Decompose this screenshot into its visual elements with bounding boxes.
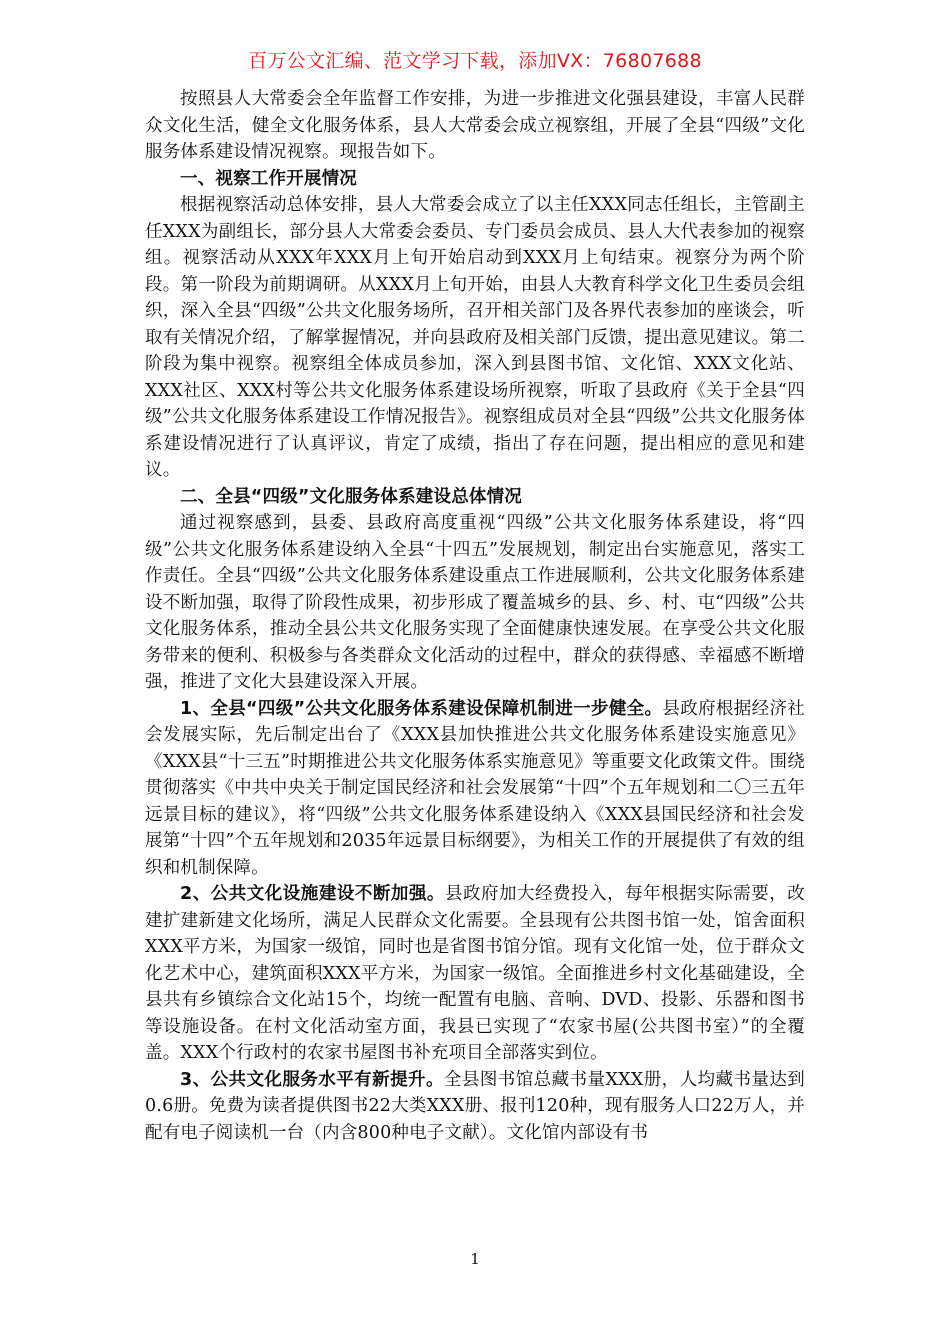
item-1-lead: 1、全县“四级”公共文化服务体系建设保障机制进一步健全。 bbox=[180, 698, 663, 719]
intro-paragraph: 按照县人大常委会全年监督工作安排，为进一步推进文化强县建设，丰富人民群众文化生活，健全文化服务体系，县人大常委会成立视察组，开展了全县“四级”文化服务体系建设情况视察。现报告如下。 bbox=[145, 89, 805, 162]
watermark-header: 百万公文汇编、范文学习下载，添加VX：76807688 bbox=[248, 50, 702, 72]
document-body bbox=[145, 86, 805, 1146]
item-1-paragraph bbox=[145, 696, 805, 882]
section-1-paragraph: 根据视察活动总体安排，县人大常委会成立了以主任XXX同志任组长，主管副主任XXX为副组长，部分县人大常委会委员、专门委员会成员、县人大代表参加的视察组。视察活动从XXX年XXX月上旬开始启动到XXX月上旬结束。视察分为两个阶段。第一阶段为前期调研。从XXX月上旬开始，由县人大教育科学文化卫生委员会组织，深入全县“四级”公共文化服务场所，召开相关部门及各界代表参加的座谈会，听取有关情况介绍，了解掌握情况，并向县政府及相关部门反馈，提出意见建议。第二阶段为集中视察。视察组全体成员参加，深入到县图书馆、文化馆、XXX文化站、XXX社区、XXX村等公共文化服务体系建设场所视察，听取了县政府《关于全县“四级”公共文化服务体系建设工作情况报告》。视察组成员对全县“四级”公共文化服务体系建设情况进行了认真评议，肯定了成绩，指出了存在问题，提出相应的意见和建议。 bbox=[145, 195, 805, 480]
section-heading-1: 一、视察工作开展情况 bbox=[180, 168, 357, 189]
item-2-text: 县政府加大经费投入，每年根据实际需要，改建扩建新建文化场所，满足人民群众文化需要。全县现有公共图书馆一处，馆舍面积XXX平方米，为国家一级馆，同时也是省图书馆分馆。现有文化馆一处，位于群众文化艺术中心，建筑面积XXX平方米，为国家一级馆。全面推进乡村文化基础建设，全县共有乡镇综合文化站15个，均统一配置有电脑、音响、DVD、投影、乐器和图书等设施设备。在村文化活动室方面，我县已实现了“农家书屋(公共图书室）”的全覆盖。XXX个行政村的农家书屋图书补充项目全部落实到位。 bbox=[145, 884, 805, 1063]
item-1-text: 县政府根据经济社会发展实际，先后制定出台了《XXX县加快推进公共文化服务体系建设实施意见》《XXX县“十三五”时期推进公共文化服务体系实施意见》等重要文化政策文件。围绕贯彻落实《中共中央关于制定国民经济和社会发展第“十四”个五年规划和二〇三五年远景目标的建议》，将“四级”公共文化服务体系建设纳入《XXX县国民经济和社会发展第“十四”个五年规划和2035年远景目标纲要》，为相关工作的开展提供了有效的组织和机制保障。 bbox=[145, 698, 805, 878]
section-heading-2: 二、全县“四级”文化服务体系建设总体情况 bbox=[180, 486, 523, 507]
section-2-paragraph: 通过视察感到，县委、县政府高度重视“四级”公共文化服务体系建设，将“四级”公共文化服务体系建设纳入全县“十四五”发展规划，制定出台实施意见，落实工作责任。全县“四级”公共文化服务体系建设重点工作进展顺利，公共文化服务体系建设不断加强，取得了阶段性成果，初步形成了覆盖城乡的县、乡、村、屯“四级”公共文化服务体系，推动全县公共文化服务实现了全面健康快速发展。在享受公共文化服务带来的便利、积极参与各类群众文化活动的过程中，群众的获得感、幸福感不断增强，推进了文化大县建设深入开展。 bbox=[145, 513, 805, 692]
item-3-paragraph bbox=[145, 1067, 805, 1147]
item-3-text: 全县图书馆总藏书量XXX册，人均藏书量达到0.6册。免费为读者提供图书22大类XXX册、报刊120种，现有服务人口22万人，并配有电子阅读机一台（内含800种电子文献）。文化馆内部设有书 bbox=[145, 1069, 805, 1143]
page-number: 1 bbox=[470, 1250, 480, 1268]
item-3-lead: 3、公共文化服务水平有新提升。 bbox=[180, 1069, 444, 1090]
item-2-paragraph bbox=[145, 881, 805, 1067]
item-2-lead: 2、公共文化设施建设不断加强。 bbox=[180, 884, 445, 904]
